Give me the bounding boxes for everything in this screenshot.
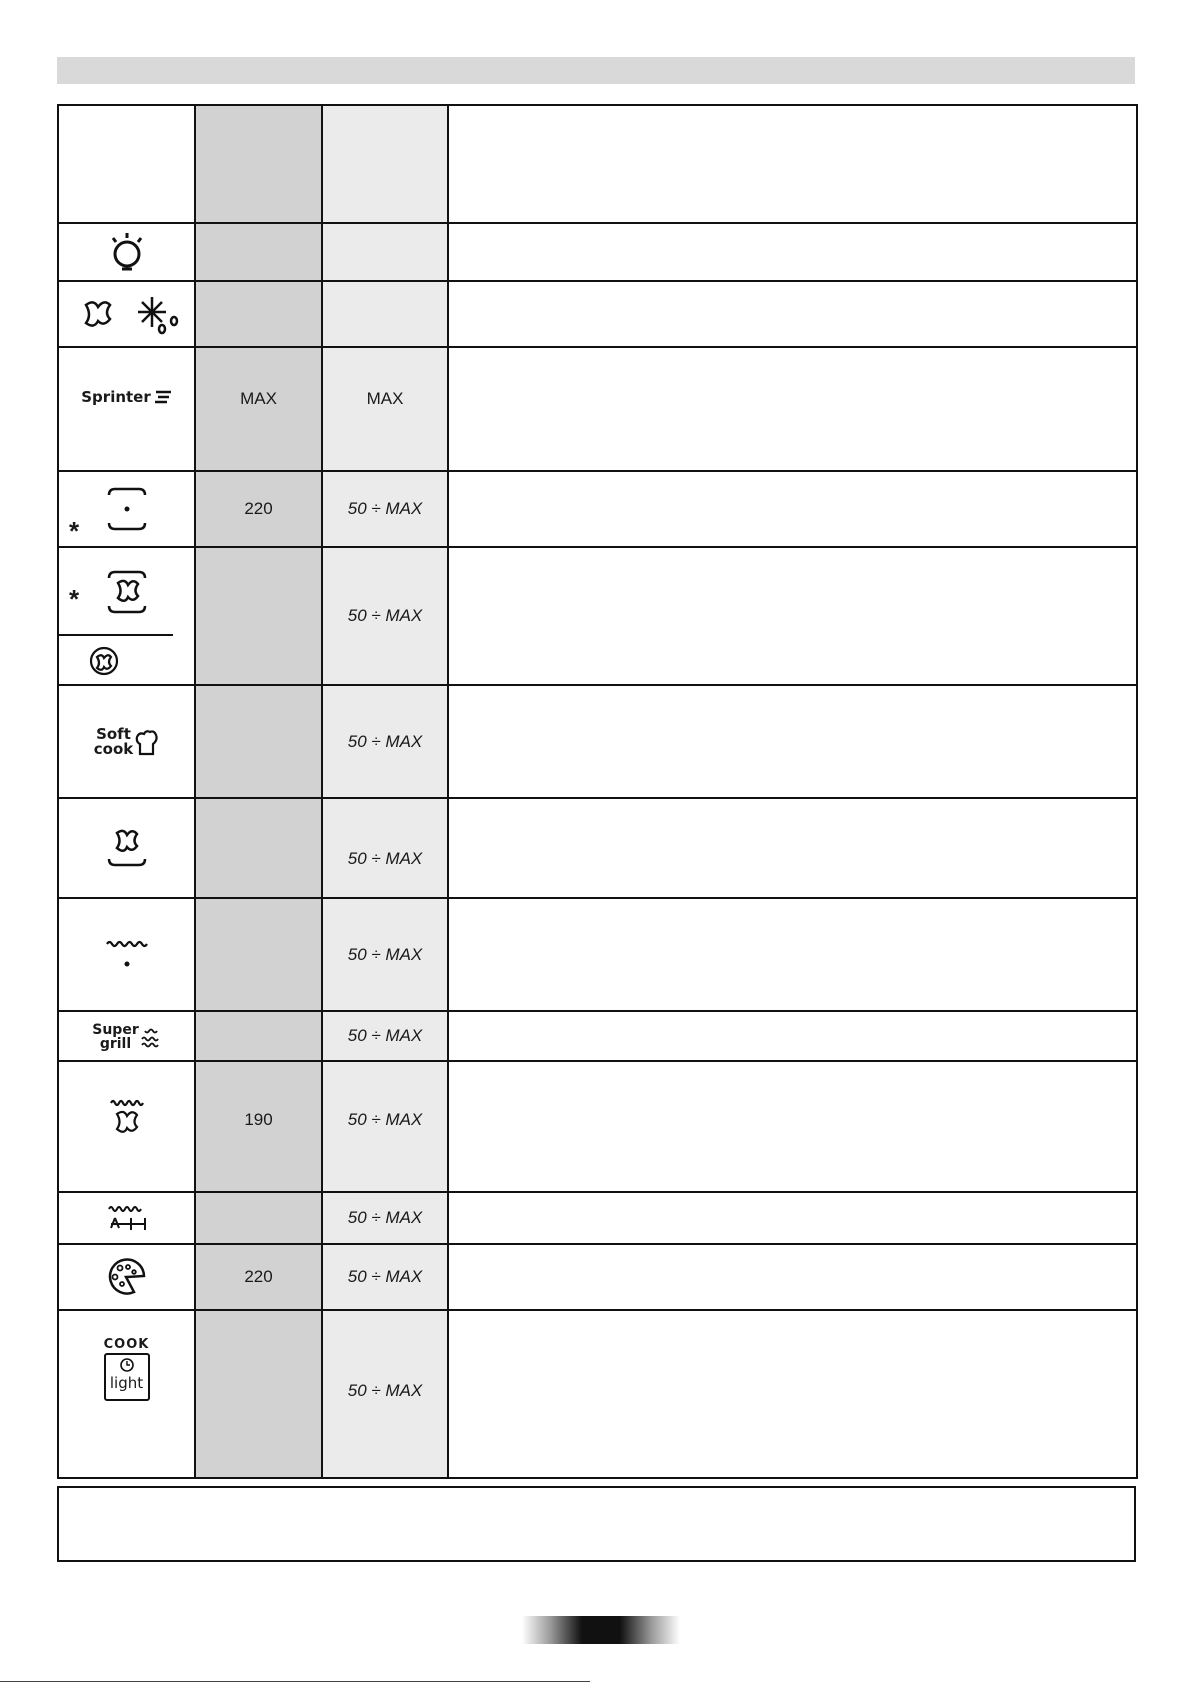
function-icon-cell	[58, 223, 195, 281]
table-row	[58, 685, 1137, 798]
function-icon-cell	[58, 471, 195, 547]
oven-lamp-icon	[107, 230, 147, 274]
description-cell	[448, 1310, 1137, 1478]
description-cell	[448, 1192, 1137, 1244]
function-icon-cell	[58, 1192, 195, 1244]
fan-ring-icon	[89, 646, 119, 676]
table-row	[58, 223, 1137, 281]
temp-range-cell: 50 ÷ MAX	[322, 1310, 448, 1478]
cook-light-icon	[104, 1338, 150, 1401]
header-recommended-temp-cell	[195, 105, 322, 223]
notes-box	[57, 1486, 1136, 1562]
temp-range-cell	[322, 223, 448, 281]
description-cell	[448, 1061, 1137, 1192]
sprinter-icon	[81, 388, 172, 406]
clock-icon	[119, 1357, 135, 1373]
temp-range-cell: 50 ÷ MAX	[322, 1061, 448, 1192]
description-cell	[448, 798, 1137, 898]
table-row	[58, 1244, 1137, 1310]
table-row	[58, 898, 1137, 1011]
cook-light-label-top: COOK	[103, 1337, 150, 1352]
grill-waves-icon	[141, 1025, 161, 1049]
description-cell	[448, 471, 1137, 547]
grill-icon	[105, 938, 149, 972]
recommended-temp-cell	[195, 1310, 322, 1478]
table-row	[58, 1061, 1137, 1192]
recommended-temp-cell: 220	[195, 471, 322, 547]
chef-hat-icon	[135, 728, 159, 756]
oven-functions-table	[57, 104, 1138, 1479]
cook-light-label-bottom: light	[109, 1374, 144, 1392]
description-cell	[448, 685, 1137, 798]
description-cell	[448, 1244, 1137, 1310]
icon-cell-divider	[59, 634, 173, 636]
function-icon-cell	[58, 547, 195, 685]
description-cell	[448, 898, 1137, 1011]
temp-range-cell: MAX	[322, 347, 448, 471]
table-row	[58, 547, 1137, 685]
temp-range-cell: 50 ÷ MAX	[322, 471, 448, 547]
recommended-temp-cell	[195, 547, 322, 685]
recommended-temp-cell	[195, 798, 322, 898]
soft-cook-icon	[94, 727, 159, 757]
description-cell	[448, 281, 1137, 347]
fan-bottom-heat-icon	[105, 825, 149, 871]
pizza-icon	[104, 1258, 150, 1296]
grill-rotisserie-icon	[105, 1204, 149, 1232]
sprinter-icon-label: Sprinter	[81, 388, 151, 406]
table-header-row	[58, 105, 1137, 223]
table-row	[58, 798, 1137, 898]
function-icon-cell	[58, 1011, 195, 1061]
temp-range-cell: 50 ÷ MAX	[322, 1011, 448, 1061]
super-grill-label-top: Super	[92, 1022, 139, 1038]
super-grill-label-bottom: grill	[99, 1036, 132, 1052]
function-icon-cell	[58, 1310, 195, 1478]
soft-cook-label-bottom: cook	[93, 740, 134, 758]
recommended-temp-cell: 220	[195, 1244, 322, 1310]
table-row	[58, 471, 1137, 547]
fan-assisted-icon	[105, 568, 149, 616]
description-cell	[448, 547, 1137, 685]
header-temp-range-cell	[322, 105, 448, 223]
recommended-temp-cell	[195, 1011, 322, 1061]
temp-range-cell: 50 ÷ MAX	[322, 1192, 448, 1244]
recommended-temp-cell	[195, 685, 322, 798]
temp-range-cell	[322, 281, 448, 347]
recommended-temp-cell	[195, 281, 322, 347]
table-row	[58, 281, 1137, 347]
function-icon-cell	[58, 347, 195, 471]
footer-rule	[0, 1681, 590, 1682]
recommended-temp-cell: MAX	[195, 347, 322, 471]
table-row	[58, 347, 1137, 471]
function-icon-cell	[58, 1244, 195, 1310]
recommended-temp-cell	[195, 1192, 322, 1244]
availability-asterisk: *	[69, 516, 80, 546]
description-cell	[448, 1011, 1137, 1061]
page-number-tab	[522, 1616, 680, 1644]
fan-defrost-icon	[72, 293, 182, 335]
recommended-temp-cell	[195, 223, 322, 281]
speed-lines-icon	[154, 390, 172, 404]
static-heat-icon	[105, 485, 149, 533]
availability-asterisk: *	[69, 584, 80, 614]
temp-range-cell: 50 ÷ MAX	[322, 1244, 448, 1310]
temp-range-cell: 50 ÷ MAX	[322, 898, 448, 1011]
recommended-temp-cell	[195, 898, 322, 1011]
table-row	[58, 1011, 1137, 1061]
temp-range-cell: 50 ÷ MAX	[322, 798, 448, 898]
table-row	[58, 1192, 1137, 1244]
function-icon-cell	[58, 798, 195, 898]
recommended-temp-cell: 190	[195, 1061, 322, 1192]
section-header-bar	[57, 57, 1135, 84]
header-description-cell	[448, 105, 1137, 223]
fan-grill-icon	[105, 1098, 149, 1140]
soft-cook-label-top: Soft	[96, 725, 131, 743]
temp-range-cell: 50 ÷ MAX	[322, 547, 448, 685]
table-row	[58, 1310, 1137, 1478]
temp-range-cell: 50 ÷ MAX	[322, 685, 448, 798]
super-grill-icon	[92, 1023, 160, 1051]
function-icon-cell	[58, 898, 195, 1011]
description-cell	[448, 347, 1137, 471]
function-icon-cell	[58, 1061, 195, 1192]
function-icon-cell	[58, 281, 195, 347]
header-icon-cell	[58, 105, 195, 223]
description-cell	[448, 223, 1137, 281]
function-icon-cell	[58, 685, 195, 798]
